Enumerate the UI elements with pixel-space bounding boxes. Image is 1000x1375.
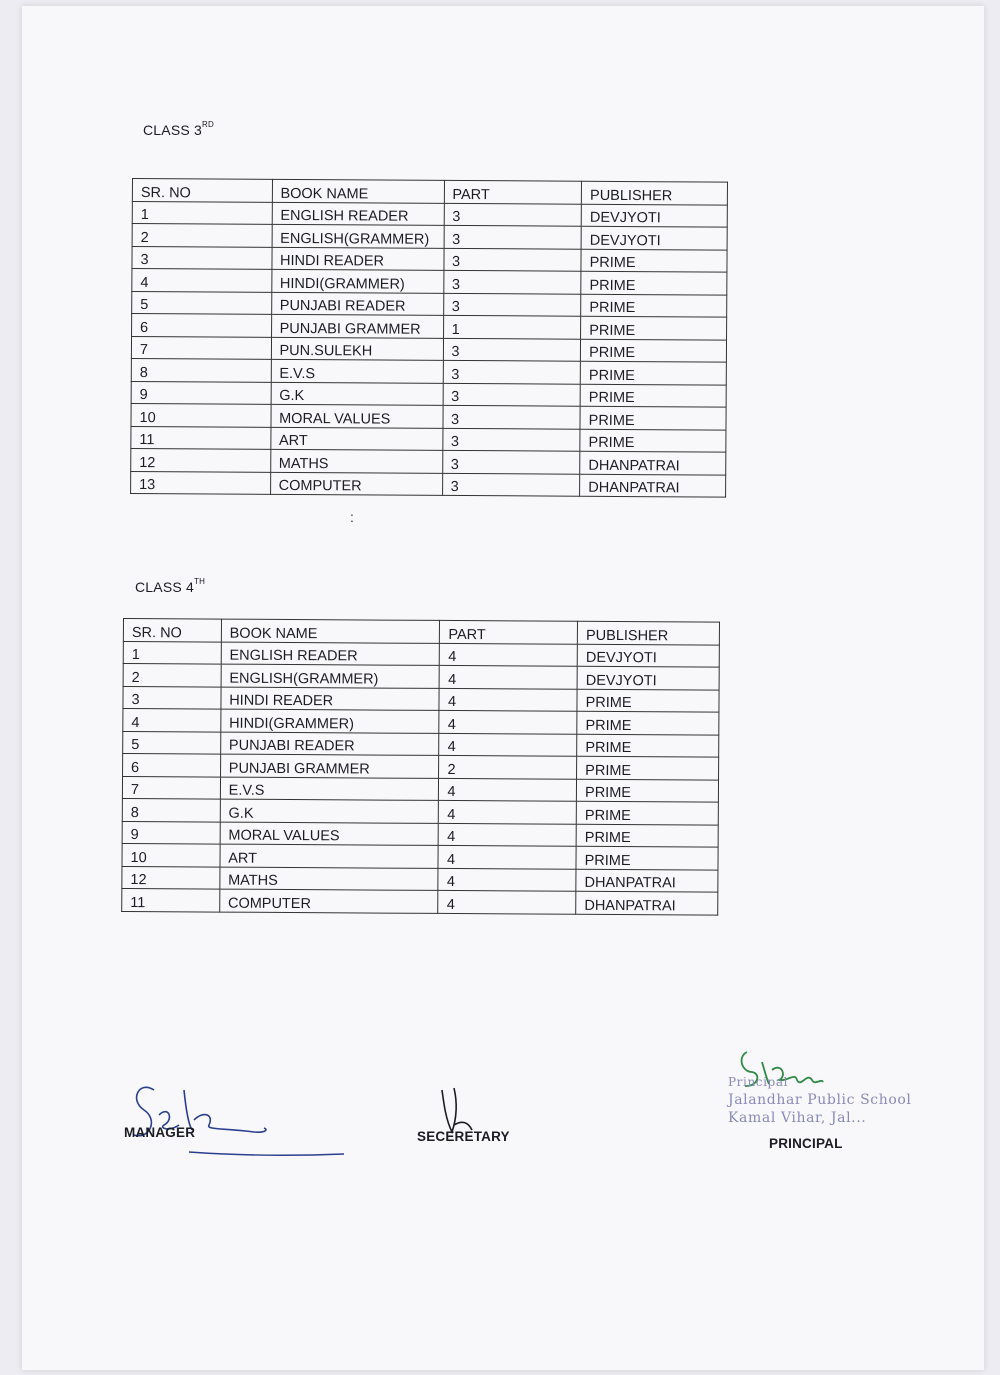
cell-book-name: PUNJABI GRAMMER [271,314,443,338]
class3-heading [143,120,214,138]
cell-book-name: G.K [271,382,443,406]
cell-book-name: COMPUTER [270,472,442,496]
cell-sr-no: 5 [132,291,272,314]
cell-sr-no: 12 [131,448,271,471]
cell-part: 1 [443,315,581,338]
cell-book-name: HINDI READER [272,247,444,271]
cell-book-name: G.K [220,799,439,823]
cell-sr-no: 11 [131,426,271,449]
school-stamp [728,1073,912,1127]
cell-book-name: HINDI(GRAMMER) [271,269,443,293]
cell-publisher: PRIME [581,249,727,272]
cell-publisher: DEVJYOTI [577,666,719,689]
cell-book-name: ENGLISH(GRAMMER) [272,224,444,248]
cell-sr-no: 8 [122,798,220,821]
cell-publisher: DHANPATRAI [576,869,718,892]
cell-sr-no: 10 [131,403,271,426]
class4-book-table [121,618,720,915]
class4-heading-sup: TH [194,577,206,586]
cell-book-name: ENGLISH READER [272,202,444,226]
cell-book-name: ART [270,427,442,451]
cell-publisher: PRIME [581,339,727,362]
cell-sr-no: 9 [122,821,220,844]
column-header-book-name: BOOK NAME [272,179,444,203]
cell-part: 3 [443,248,581,271]
class3-heading-sup: RD [202,120,214,129]
cell-part: 3 [443,338,581,361]
cell-publisher: PRIME [580,384,726,407]
cell-part: 4 [438,845,576,868]
cell-publisher: PRIME [580,361,726,384]
cell-sr-no: 4 [123,709,221,732]
cell-book-name: PUNJABI READER [271,292,443,316]
cell-publisher: PRIME [581,316,727,339]
cell-sr-no: 2 [132,224,272,247]
cell-part: 4 [439,823,577,846]
cell-part: 3 [443,293,581,316]
cell-part: 3 [443,270,581,293]
cell-book-name: HINDI(GRAMMER) [221,709,440,733]
cell-publisher: DEVJYOTI [581,226,727,249]
cell-sr-no: 8 [131,358,271,381]
cell-publisher: PRIME [581,271,727,294]
cell-sr-no: 2 [123,664,221,687]
cell-part: 4 [439,733,577,756]
cell-book-name: MORAL VALUES [220,822,439,846]
stamp-line-3: Kamal Vihar, Jal... [728,1110,867,1126]
stamp-line-2: Jalandhar Public School [728,1092,912,1108]
cell-book-name: PUNJABI GRAMMER [220,754,439,778]
cell-part: 3 [443,360,581,383]
column-header-book-name: BOOK NAME [221,619,440,643]
cell-book-name: E.V.S [271,359,443,383]
class4-heading [135,577,205,595]
column-header-publisher: PUBLISHER [582,181,728,204]
cell-publisher: PRIME [581,294,727,317]
stray-mark: : [350,509,354,525]
cell-sr-no: 5 [123,731,221,754]
cell-book-name: MATHS [220,867,439,891]
cell-part: 3 [444,203,582,226]
cell-book-name: PUNJABI READER [220,732,439,756]
cell-part: 4 [438,868,576,891]
cell-sr-no: 11 [122,888,220,911]
cell-publisher: DEVJYOTI [577,644,719,667]
cell-part: 4 [439,778,577,801]
cell-book-name: ART [220,844,439,868]
cell-sr-no: 6 [132,314,272,337]
cell-part: 2 [439,755,577,778]
cell-part: 4 [440,643,578,666]
cell-publisher: PRIME [577,711,719,734]
stamp-line-1: Principal [728,1075,789,1089]
class3-book-table [130,178,728,498]
cell-publisher: PRIME [577,689,719,712]
cell-publisher: PRIME [576,846,718,869]
cell-part: 4 [439,710,577,733]
cell-sr-no: 13 [131,471,271,494]
cell-part: 3 [442,450,580,473]
cell-publisher: DHANPATRAI [580,474,726,497]
document-page [22,6,984,1370]
manager-label: MANAGER [124,1125,196,1140]
cell-part: 4 [439,800,577,823]
cell-publisher: PRIME [576,801,718,824]
cell-book-name: MORAL VALUES [271,404,443,428]
cell-part: 4 [438,890,576,913]
cell-part: 3 [442,473,580,496]
cell-publisher: PRIME [577,779,719,802]
class3-heading-text: CLASS 3 [143,122,202,138]
cell-publisher: PRIME [576,824,718,847]
cell-part: 4 [439,688,577,711]
cell-sr-no: 3 [132,246,272,269]
cell-sr-no: 12 [122,866,220,889]
class4-heading-text: CLASS 4 [135,579,194,595]
cell-part: 4 [440,665,578,688]
cell-publisher: DEVJYOTI [581,204,727,227]
cell-sr-no: 4 [132,269,272,292]
cell-publisher: PRIME [580,406,726,429]
cell-sr-no: 1 [123,641,221,664]
cell-book-name: COMPUTER [219,889,438,913]
cell-book-name: PUN.SULEKH [271,337,443,361]
cell-sr-no: 3 [123,686,221,709]
cell-book-name: HINDI READER [221,687,440,711]
cell-book-name: ENGLISH READER [221,642,440,666]
cell-book-name: E.V.S [220,777,439,801]
column-header-sr-no: SR. NO [123,619,221,642]
cell-publisher: PRIME [577,756,719,779]
cell-publisher: PRIME [580,429,726,452]
column-header-part: PART [440,620,578,643]
table-row [122,888,718,914]
cell-sr-no: 7 [122,776,220,799]
cell-part: 3 [442,428,580,451]
column-header-publisher: PUBLISHER [577,621,719,644]
principal-label: PRINCIPAL [769,1136,843,1151]
cell-sr-no: 1 [132,201,272,224]
cell-publisher: DHANPATRAI [580,451,726,474]
table-row [131,471,726,497]
cell-book-name: MATHS [270,449,442,473]
column-header-part: PART [444,180,582,203]
cell-part: 3 [444,225,582,248]
cell-sr-no: 7 [131,336,271,359]
cell-sr-no: 6 [123,754,221,777]
manager-signature [114,1070,354,1160]
cell-part: 3 [443,383,581,406]
column-header-sr-no: SR. NO [132,179,272,202]
cell-publisher: DHANPATRAI [576,891,718,914]
cell-book-name: ENGLISH(GRAMMER) [221,664,440,688]
class3-table-body [131,201,728,497]
cell-sr-no: 9 [131,381,271,404]
cell-publisher: PRIME [577,734,719,757]
cell-sr-no: 10 [122,843,220,866]
class4-table-body [122,641,720,915]
cell-part: 3 [442,405,580,428]
secretary-label: SECERETARY [417,1129,510,1144]
